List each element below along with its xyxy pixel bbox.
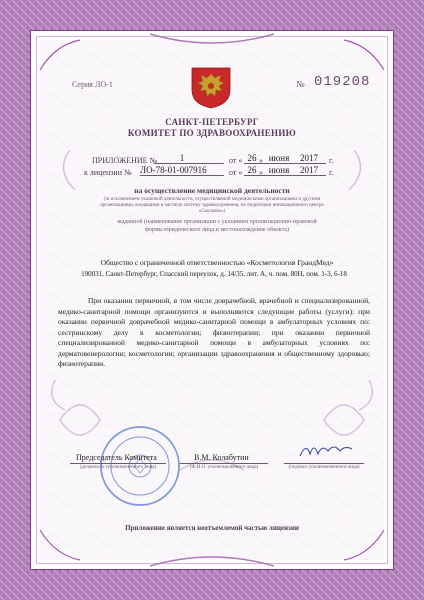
name-caption: (Ф.И.О. уполномоченного лица): [189, 465, 259, 470]
license-date-prefix: от «: [229, 168, 243, 177]
license-number: ЛО-78-01-007916: [140, 165, 207, 175]
license-year-suffix: г.: [329, 168, 334, 177]
serial-number: 019208: [314, 74, 371, 90]
authority-committee: КОМИТЕТ ПО ЗДРАВООХРАНЕНИЮ: [127, 128, 297, 138]
license-day: 26: [247, 165, 257, 175]
appendix-day: 26: [247, 153, 257, 163]
appendix-date-prefix: от «: [229, 156, 243, 165]
authority-city: САНКТ-ПЕТЕРБУРГ: [165, 117, 259, 127]
activity-note: (за исключением указанной деятельности, осуществляемой медицинскими организациями и другими организациями, входящими в частную систему здравоохранения, на территории инновационного центра «Сколково»): [100, 197, 324, 214]
number-sign: №: [296, 79, 305, 89]
organization-name: Общество с ограниченной ответственностью «Косметология ГрандМед»: [100, 258, 334, 267]
license-month: июня: [268, 165, 290, 175]
license-year: 2017: [300, 165, 318, 175]
issued-caption: выданной (наименование организации с указанием организационно-правовой формы юридического лица и местонахождение объекта): [117, 219, 317, 233]
signatory-name: В.М. Колабутин: [194, 453, 249, 462]
services-text: При оказании первичной, в том числе доврачебной, врачебной и специализированной, медико-санитарной помощи организуются и выполняются следующие работы (услуги): при оказании первичной доврачебной медико-санитарной помощи в амбулаторных условиях по: сестринскому делу в косметологии; физиотерапии; при оказании первичной специализированной медико-санитарной помощи в амбулаторных условиях по: дерматовенерологии; косметологии; организации здравоохранения и общественному здоровью; физиотерапии.: [58, 296, 370, 368]
series-label: Серия ЛО-1: [72, 80, 113, 89]
appendix-label: ПРИЛОЖЕНИЕ №: [92, 156, 158, 165]
signature-caption: (подпись уполномоченного лица): [288, 465, 360, 470]
appendix-month: июня: [268, 153, 290, 163]
license-date-mid: »: [259, 168, 263, 177]
signature-icon: [296, 440, 356, 462]
appendix-number: 1: [179, 153, 185, 163]
license-label: к лицензии №: [84, 168, 132, 177]
footer-note: Приложение является неотъемлемой частью лицензии: [125, 524, 299, 532]
coat-of-arms-icon: [188, 64, 234, 110]
appendix-year-suffix: г.: [329, 156, 334, 165]
appendix-date-mid: »: [259, 156, 263, 165]
position-caption: (должность уполномоченного лица): [79, 465, 157, 470]
signatory-position: Председатель Комитета: [76, 453, 157, 462]
appendix-year: 2017: [300, 153, 318, 163]
organization-address: 190031, Санкт-Петербург, Спасский переулок, д. 14/35, лит. А, ч. пом. 80Н, пом. 1-3, 6-18: [81, 270, 347, 278]
activity-title: на осуществление медицинской деятельности: [134, 186, 290, 195]
